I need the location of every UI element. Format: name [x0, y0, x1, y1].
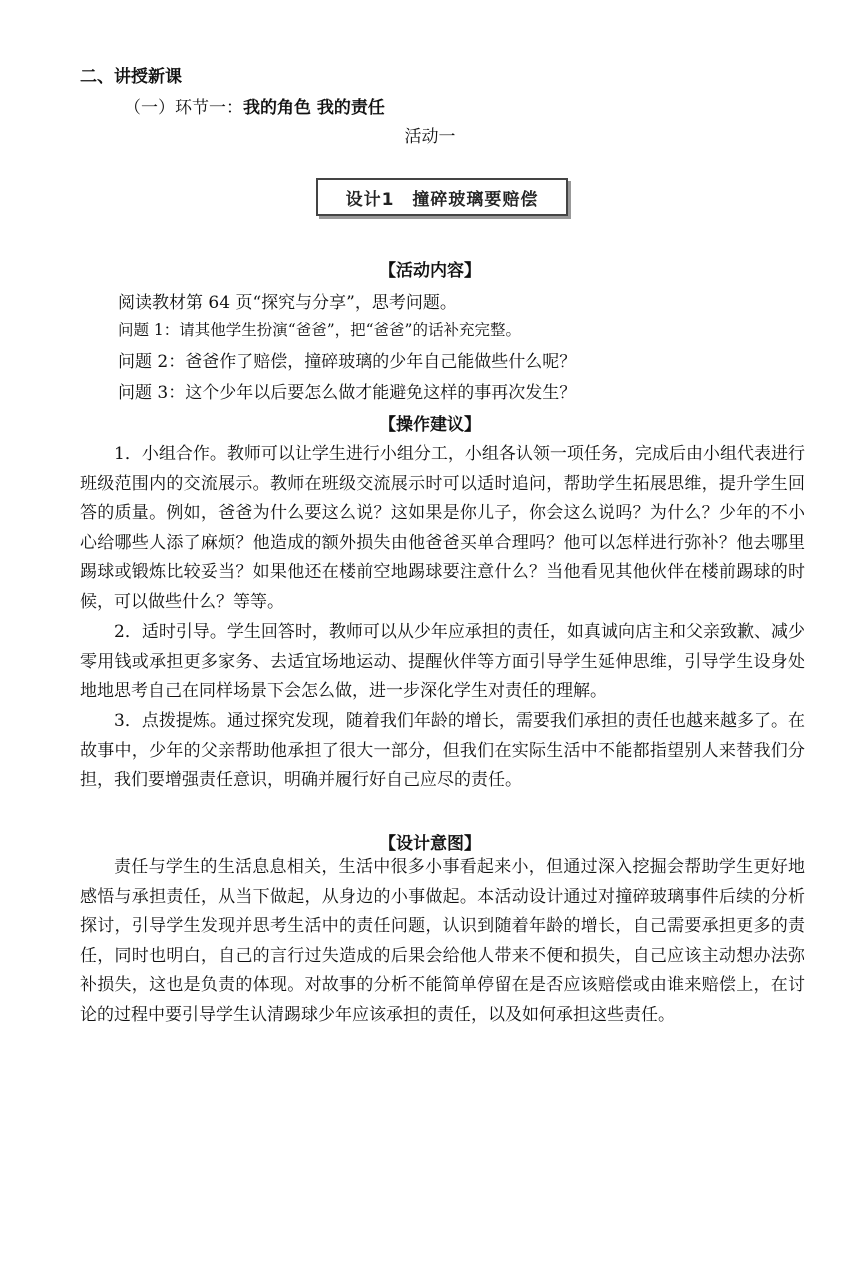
intent-paragraph: 责任与学生的生活息息相关，生活中很多小事看起来小，但通过深入挖掘会帮助学生更好地感悟与承担责任，从当下做起，从身边的小事做起。本活动设计通过对撞碎玻璃事件后续的分析探讨，引导学生发现并思考生活中的责任问题，认识到随着年龄的增长，自己需要承担更多的责任，同时也明白，自己的言行过失造成的后果会给他人带来不便和损失，自己应该主动想办法弥补损失，这也是负责的体现。对故事的分析不能简单停留在是否应该赔偿或由谁来赔偿上，在讨论的过程中要引导学生认清踢球少年应该承担的责任，以及如何承担这些责任。	[80, 857, 805, 1025]
section-title: 二、讲授新课	[80, 67, 182, 87]
content-line-question-1: 问题 1：请其他学生扮演“爸爸”，把“爸爸”的话补充完整。	[118, 321, 521, 339]
suggestion-paragraph-2: 2．适时引导。学生回答时，教师可以从少年应承担的责任，如真诚向店主和父亲致歉、减少零用钱或承担更多家务、去适宜场地运动、提醒伙伴等方面引导学生延伸思维，引导学生设身处地地思考自己在同样场景下会怎么做，进一步深化学生对责任的理解。	[80, 622, 805, 702]
sub-title-prefix: （一）环节一：	[124, 98, 243, 118]
design-title-box: 设计1 撞碎玻璃要赔偿	[316, 178, 568, 216]
heading-design-intent: 【设计意图】	[379, 834, 481, 854]
heading-operation-suggestion: 【操作建议】	[379, 415, 481, 435]
heading-activity-content: 【活动内容】	[379, 261, 481, 281]
sub-title-bold: 我的角色 我的责任	[243, 98, 385, 118]
activity-label: 活动一	[404, 127, 456, 147]
suggestion-paragraph-1: 1．小组合作。教师可以让学生进行小组分工，小组各认领一项任务，完成后由小组代表进行班级范围内的交流展示。教师在班级交流展示时可以适时追问，帮助学生拓展思维，提升学生回答的质量。例如，爸爸为什么要这么说？这如果是你儿子，你会这么说吗？为什么？少年的不小心给哪些人添了麻烦？他造成的额外损失由他爸爸买单合理吗？他可以怎样进行弥补？他去哪里踢球或锻炼比较妥当？如果他还在楼前空地踢球要注意什么？当他看见其他伙伴在楼前踢球的时候，可以做些什么？等等。	[80, 444, 805, 612]
content-line-question-3: 问题 3：这个少年以后要怎么做才能避免这样的事再次发生？	[118, 383, 577, 403]
suggestion-paragraph-3: 3．点拨提炼。通过探究发现，随着我们年龄的增长，需要我们承担的责任也越来越多了。在故事中，少年的父亲帮助他承担了很大一部分，但我们在实际生活中不能都指望别人来替我们分担，我们要增强责任意识，明确并履行好自己应尽的责任。	[80, 711, 805, 791]
content-line-intro: 阅读教材第 64 页“探究与分享”，思考问题。	[118, 293, 457, 313]
content-line-question-2: 问题 2：爸爸作了赔偿，撞碎玻璃的少年自己能做些什么呢？	[118, 352, 577, 372]
sub-title	[124, 93, 385, 118]
